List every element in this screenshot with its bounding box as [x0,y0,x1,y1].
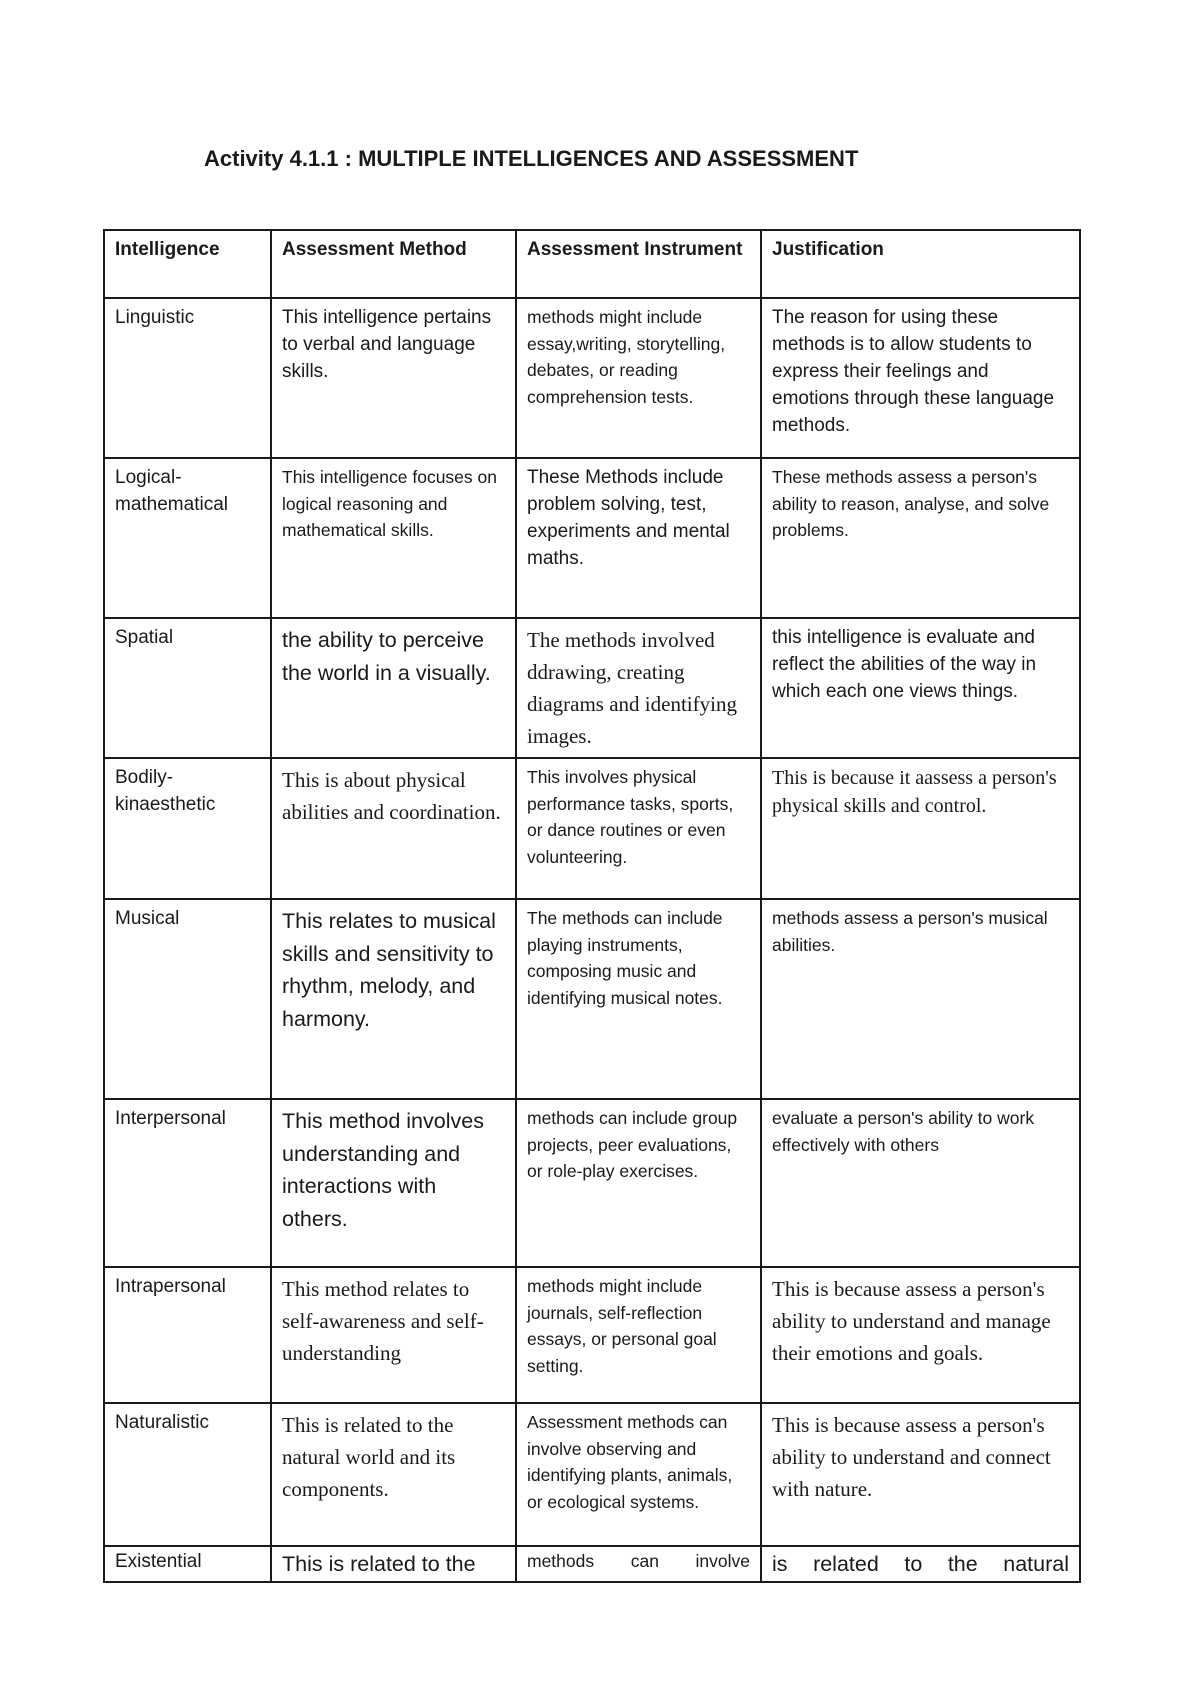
cell-method: This method involves understanding and interactions with others. [271,1099,516,1267]
table-row [104,899,1080,1099]
cell-justification: This is because it aassess a person's physical skills and control. [761,758,1080,899]
cell-justification: evaluate a person's ability to work effectively with others [761,1099,1080,1267]
cell-justification: This is because assess a person's ability to understand and manage their emotions and goals. [761,1267,1080,1403]
table-row [104,758,1080,899]
cell-intelligence: Existential [104,1546,271,1582]
cell-intelligence: Naturalistic [104,1403,271,1546]
table-row [104,1403,1080,1546]
cell-instrument: methods might include journals, self-reflection essays, or personal goal setting. [516,1267,761,1403]
cell-instrument: The methods can include playing instruments, composing music and identifying musical notes. [516,899,761,1099]
header-justification: Justification [761,230,1080,298]
table-header-row [104,230,1080,298]
cell-intelligence: Logical-mathematical [104,458,271,618]
header-assessment-instrument: Assessment Instrument [516,230,761,298]
cell-intelligence: Intrapersonal [104,1267,271,1403]
cell-justification: The reason for using these methods is to allow students to express their feelings and emotions through these language methods. [761,298,1080,458]
cell-method: This is related to the natural world and its components. [271,1403,516,1546]
cell-instrument: methods might include essay,writing, storytelling, debates, or reading comprehension tests. [516,298,761,458]
cell-instrument: This involves physical performance tasks, sports, or dance routines or even volunteering. [516,758,761,899]
cell-justification: These methods assess a person's ability to reason, analyse, and solve problems. [761,458,1080,618]
cell-instrument: These Methods include problem solving, test, experiments and mental maths. [516,458,761,618]
intelligences-table [103,229,1081,1583]
cell-instrument: Assessment methods can involve observing and identifying plants, animals, or ecological systems. [516,1403,761,1546]
cell-justification: this intelligence is evaluate and reflect the abilities of the way in which each one views things. [761,618,1080,758]
table-row [104,618,1080,758]
cell-method: This intelligence focuses on logical reasoning and mathematical skills. [271,458,516,618]
table-row [104,458,1080,618]
table-row [104,298,1080,458]
table-row [104,1267,1080,1403]
table-row [104,1099,1080,1267]
cell-method: This intelligence pertains to verbal and language skills. [271,298,516,458]
page-title: Activity 4.1.1 : MULTIPLE INTELLIGENCES AND ASSESSMENT [204,146,859,171]
table-row [104,1546,1080,1582]
cell-method: the ability to perceive the world in a visually. [271,618,516,758]
header-intelligence: Intelligence [104,230,271,298]
cell-intelligence: Musical [104,899,271,1099]
cell-method: This method relates to self-awareness and self-understanding [271,1267,516,1403]
cell-intelligence: Spatial [104,618,271,758]
header-assessment-method: Assessment Method [271,230,516,298]
cell-justification: is related to the natural [761,1546,1080,1582]
cell-method: This relates to musical skills and sensitivity to rhythm, melody, and harmony. [271,899,516,1099]
cell-instrument: The methods involved ddrawing, creating diagrams and identifying images. [516,618,761,758]
cell-justification: methods assess a person's musical abilities. [761,899,1080,1099]
cell-intelligence: Linguistic [104,298,271,458]
cell-instrument: methods can involve [516,1546,761,1582]
cell-method: This is related to the [271,1546,516,1582]
cell-justification: This is because assess a person's ability to understand and connect with nature. [761,1403,1080,1546]
cell-intelligence: Interpersonal [104,1099,271,1267]
cell-method: This is about physical abilities and coordination. [271,758,516,899]
cell-intelligence: Bodily-kinaesthetic [104,758,271,899]
cell-instrument: methods can include group projects, peer evaluations, or role-play exercises. [516,1099,761,1267]
